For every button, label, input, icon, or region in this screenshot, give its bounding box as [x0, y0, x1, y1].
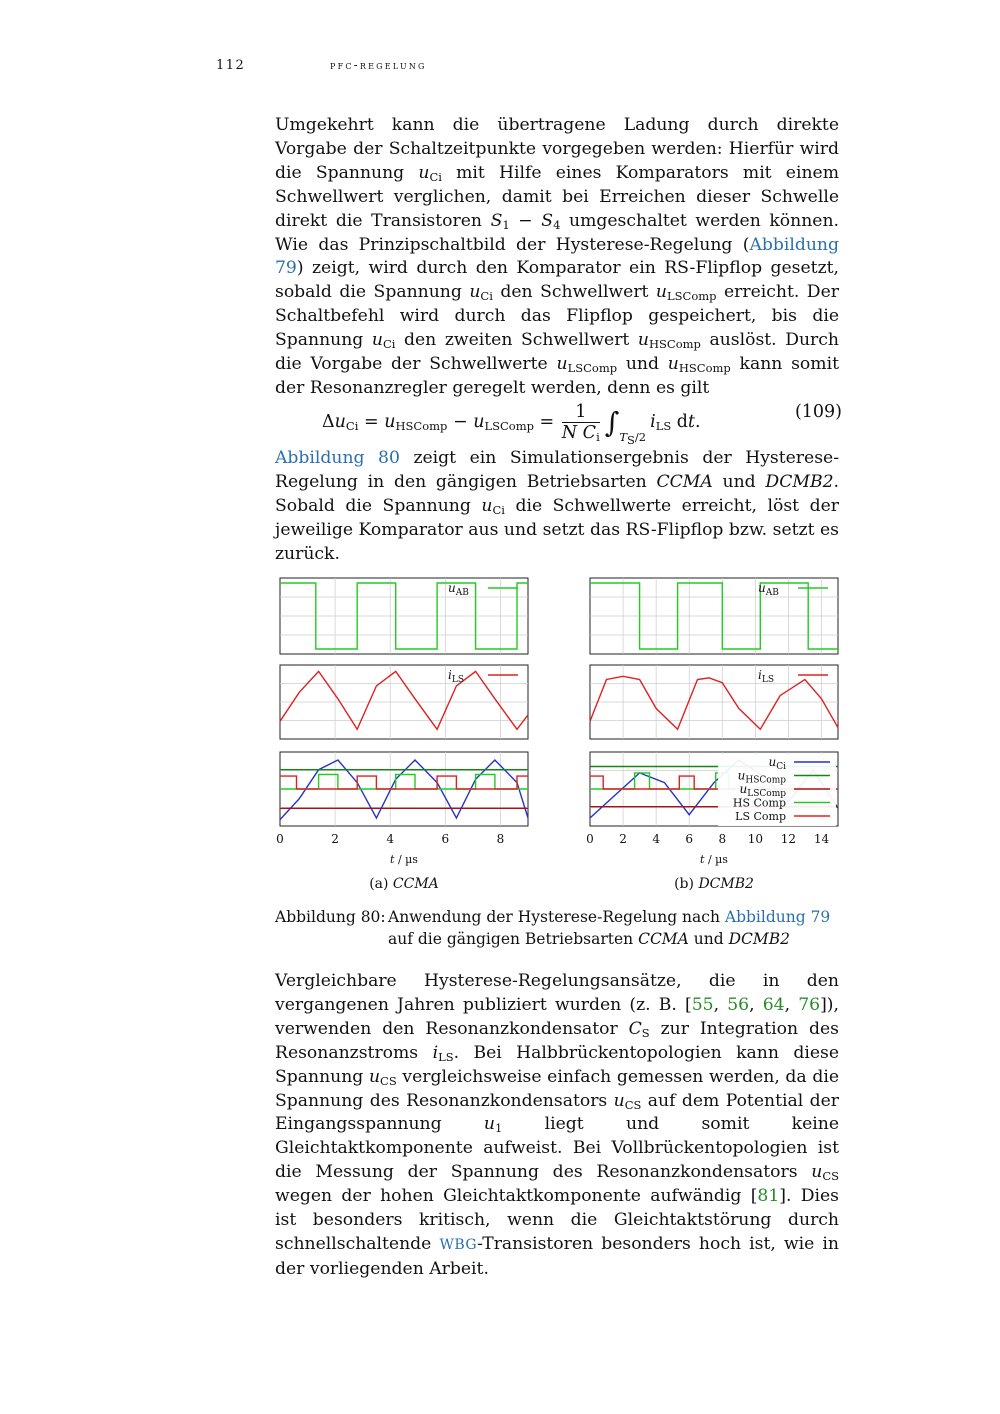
integral-sign: ∫	[604, 406, 620, 439]
paragraph-1: Umgekehrt kann die übertragene Ladung durch direkte Vorgabe der Schaltzeitpunkte vorgegeben werden: Hierfür wird die Spannung $u_{Ci}$ mit Hilfe eines Komparators mit einem Schwellwert verglichen, damit bei Erreichen dieser Schwelle direkt die Transistoren $S_1 - S_4$ umgeschaltet werden können. Wie das Prinzipschaltbild der Hysterese-Regelung (Abbildung 79) zeigt, wird durch den Komparator ein RS-Flipflop gesetzt, sobald die Spannung $u_{Ci}$ den Schwellwert $u_{LSComp}$ erreicht. Der Schaltbefehl wird durch das Flipflop gespeichert, bis die Spannung $u_{Ci}$ den zweiten Schwellwert $u_{HSComp}$ auslöst. Durch die Vorgabe der Schwellwerte $u_{LSComp}$ und $u_{HSComp}$ kann somit der Resonanzregler geregelt werden, denn es gilt	[275, 115, 839, 398]
citation[interactable]: 56	[727, 994, 750, 1015]
figure-80-link[interactable]: Abbildung 80	[275, 448, 400, 468]
legend-uls-label: $u_{LSComp}$	[739, 782, 786, 799]
subfigure-caption: (b) DCMB2	[674, 876, 754, 892]
citation[interactable]: 64	[762, 994, 785, 1015]
x-tick-label: 4	[386, 832, 395, 846]
citation[interactable]: 76	[798, 994, 821, 1015]
chart-dcmb2	[572, 566, 857, 896]
legend-ls-label: LS Comp	[735, 810, 786, 823]
legend-uab-label: $u_{AB}$	[448, 581, 469, 598]
paragraph-2: Abbildung 80 zeigt ein Simulationsergebnis der Hysterese-Regelung in den gängigen Betriebsarten CCMA und DCMB2. Sobald die Spannung $u_{Ci}$ die Schwellwerte erreicht, löst der jeweilige Komparator aus und setzt das RS-Flipflop bzw. setzt es zurück.	[275, 448, 839, 564]
x-tick-label: 14	[813, 832, 830, 846]
x-tick-label: 12	[780, 832, 797, 846]
acronym-link[interactable]: WBG	[439, 1236, 478, 1253]
subfigure-caption: (a) CCMA	[369, 876, 439, 892]
x-tick-label: 2	[619, 832, 627, 846]
x-tick-label: 6	[441, 832, 450, 846]
page-header	[0, 58, 1000, 82]
caption-figure-79-link[interactable]: Abbildung 79	[724, 908, 831, 926]
chart-ccma-svg	[262, 566, 547, 896]
page-number: 112	[216, 58, 246, 73]
equation-109: $\Delta u_{Ci} = u_{HSComp} - u_{LSComp}$ = $\frac{1}{N C_i}$ $\int_{T_S/2}i_{LS}$ dt. (109)	[322, 402, 842, 447]
running-title: pfc-regelung	[330, 58, 427, 72]
figure-79-link[interactable]: Abbildung 79	[275, 234, 839, 279]
figure-80	[262, 566, 862, 896]
legend-hs-label: HS Comp	[732, 796, 786, 810]
x-tick-label: 10	[747, 832, 763, 846]
citation[interactable]: 55	[691, 994, 714, 1015]
legend-uci-label: $u_{Ci}$	[768, 755, 786, 772]
chart-dcmb2-svg	[572, 566, 857, 896]
chart-ccma	[262, 566, 547, 896]
legend-ils-label: $i_{LS}$	[448, 668, 464, 685]
fraction: $\frac{1}{N C_i}$	[561, 402, 600, 444]
x-axis-label: t / µs	[390, 853, 418, 866]
equation-number: (109)	[794, 402, 842, 422]
legend-uab-label: $u_{AB}$	[758, 581, 779, 598]
caption-text: Anwendung der Hysterese-Regelung nach Abbildung 79 auf die gängigen Betriebsarten CCMA und DCMB2	[388, 908, 831, 948]
legend-ils-label: $i_{LS}$	[758, 668, 774, 685]
x-axis-label: t / µs	[700, 853, 728, 866]
x-tick-label: 0	[586, 832, 594, 846]
citation[interactable]: 81	[757, 1186, 780, 1207]
x-tick-label: 8	[496, 832, 505, 846]
caption-label: Abbildung 80:	[275, 908, 386, 926]
legend-uhs-label: $u_{HSComp}$	[737, 768, 786, 786]
x-tick-label: 0	[276, 832, 284, 846]
x-tick-label: 2	[331, 832, 339, 846]
x-tick-label: 6	[685, 832, 694, 846]
x-tick-label: 4	[652, 832, 660, 846]
paragraph-3: Vergleichbare Hysterese-Regelungsansätze, die in den vergangenen Jahren publiziert wurden (z. B. [55, 56, 64, 76]), verwenden den Resonanzkondensator $C_S$ zur Integration des Resonanzstroms $i_{LS}$. Bei Halbbrückentopologien kann diese Spannung $u_{CS}$ vergleichsweise einfach gemessen werden, da die Spannung des Resonanzkondensators $u_{CS}$ auf dem Potential der Eingangsspannung $u_1$ liegt und somit keine Gleichtaktkomponente aufweist. Bei Vollbrückentopologien ist die Messung der Spannung des Resonanzkondensators $u_{CS}$ wegen der hohen Gleichtaktkomponente aufwändig [81]. Dies ist besonders kritisch, wenn die Gleichtaktstörung durch schnellschaltende WBG-Transistoren besonders hoch ist, wie in der vorliegenden Arbeit.	[275, 971, 840, 1279]
x-tick-label: 8	[718, 832, 727, 846]
